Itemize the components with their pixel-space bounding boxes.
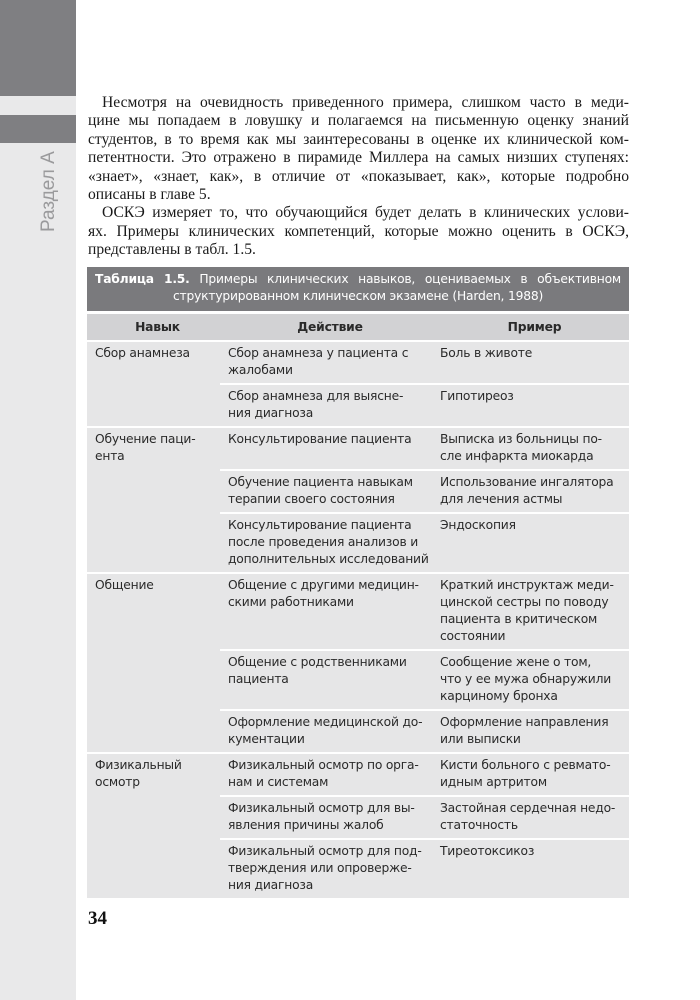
table-row-group (87, 340, 629, 426)
text-line: «знает», «знает, как», в отличие от «показывает, как», которые подробно (88, 167, 629, 185)
paragraph (88, 204, 629, 259)
text-line: цине мы попадаем в ловушку и полагаемся на письменную оценку знаний (88, 112, 629, 130)
example-cell: Боль в животе (440, 346, 533, 360)
text-line: петентности. Это отражено в пирамиде Миллера на самых низших ступенях: (88, 149, 629, 167)
action-cell: Физикальный осмотр для вы- явления причины жалоб (228, 801, 415, 832)
table-row (220, 428, 629, 469)
example-cell: Тиреотоксикоз (440, 844, 535, 858)
example-cell: Застойная сердечная недо- статочность (440, 801, 616, 832)
skill-cell: Физикальный осмотр (95, 758, 182, 789)
page-number: 34 (88, 908, 107, 929)
text-line: Несмотря на очевидность приведенного примера, слишком часто в меди- (102, 94, 629, 111)
table-caption-label: Таблица 1.5. (95, 272, 190, 286)
text-line: студентов, в то время как мы заинтересованы в оценке их клинической ком- (88, 130, 629, 148)
text-line: ОСКЭ измеряет то, что обучающийся будет делать в клинических услови- (102, 204, 629, 222)
section-sidebar (0, 0, 76, 1000)
table (87, 267, 629, 898)
table-row (220, 649, 629, 709)
sidebar-block (0, 115, 76, 143)
table-caption (87, 267, 629, 311)
column-header: Навык (135, 320, 180, 334)
table-caption-text: структурированном клиническом экзамене (Harden, 1988) (172, 289, 544, 303)
table-row (220, 469, 629, 512)
action-cell: Общение с другими медицин- скими работниками (228, 578, 419, 609)
table-caption-text: Примеры клинических навыков, оцениваемых в объективном (199, 272, 621, 286)
paragraph (88, 94, 629, 204)
text-line: представлены в табл. 1.5. (88, 241, 256, 259)
example-cell: Оформление направления или выписки (440, 715, 609, 746)
sub-rows (220, 574, 629, 752)
table-row (220, 754, 629, 795)
table-row (220, 342, 629, 383)
action-cell: Общение с родственниками пациента (228, 655, 407, 686)
table-header (87, 314, 629, 340)
example-cell: Гипотиреоз (440, 389, 514, 403)
action-cell: Оформление медицинской до- кументации (228, 715, 423, 746)
action-cell: Физикальный осмотр для под- тверждения или опроверже- ния диагноза (228, 844, 422, 892)
action-cell: Физикальный осмотр по орга- нам и системам (228, 758, 419, 789)
action-cell: Консультирование пациента (228, 432, 412, 446)
example-cell: Эндоскопия (440, 518, 516, 532)
example-cell: Кисти больного с ревмато- идным артритом (440, 758, 611, 789)
table-row (220, 574, 629, 649)
table-row (220, 838, 629, 898)
action-cell: Сбор анамнеза для выясне- ния диагноза (228, 389, 404, 420)
sub-rows (220, 342, 629, 426)
table-row-group (87, 572, 629, 752)
table-row (220, 709, 629, 752)
example-cell: Краткий инструктаж меди- цинской сестры по поводу пациента в критическом состоянии (440, 578, 614, 643)
table-body (87, 340, 629, 898)
action-cell: Сбор анамнеза у пациента с жалобами (228, 346, 409, 377)
column-header: Пример (507, 320, 562, 334)
section-label: Раздел А (38, 151, 59, 232)
text-line: описаны в главе 5. (88, 186, 211, 204)
example-cell: Использование ингалятора для лечения астмы (440, 475, 614, 506)
sub-rows (220, 754, 629, 898)
example-cell: Выписка из больницы по- сле инфаркта миокарда (440, 432, 602, 463)
table-row-group (87, 426, 629, 572)
action-cell: Консультирование пациента после проведения анализов и дополнительных исследований (228, 518, 429, 566)
table-row (220, 383, 629, 426)
table-row-group (87, 752, 629, 898)
sidebar-block (0, 0, 76, 96)
text-line: ях. Примеры клинических компетенций, которые можно оценить в ОСКЭ, (88, 222, 629, 240)
example-cell: Сообщение жене о том, что у ее мужа обнаружили карциному бронха (440, 655, 612, 703)
action-cell: Обучение пациента навыкам терапии своего состояния (228, 475, 413, 506)
column-header: Действие (297, 320, 363, 334)
skill-cell: Обучение паци- ента (95, 432, 196, 463)
table-row (220, 795, 629, 838)
skill-cell: Сбор анамнеза (95, 346, 190, 360)
body-text (88, 94, 629, 260)
table-row (220, 512, 629, 572)
sub-rows (220, 428, 629, 572)
skill-cell: Общение (95, 578, 154, 592)
